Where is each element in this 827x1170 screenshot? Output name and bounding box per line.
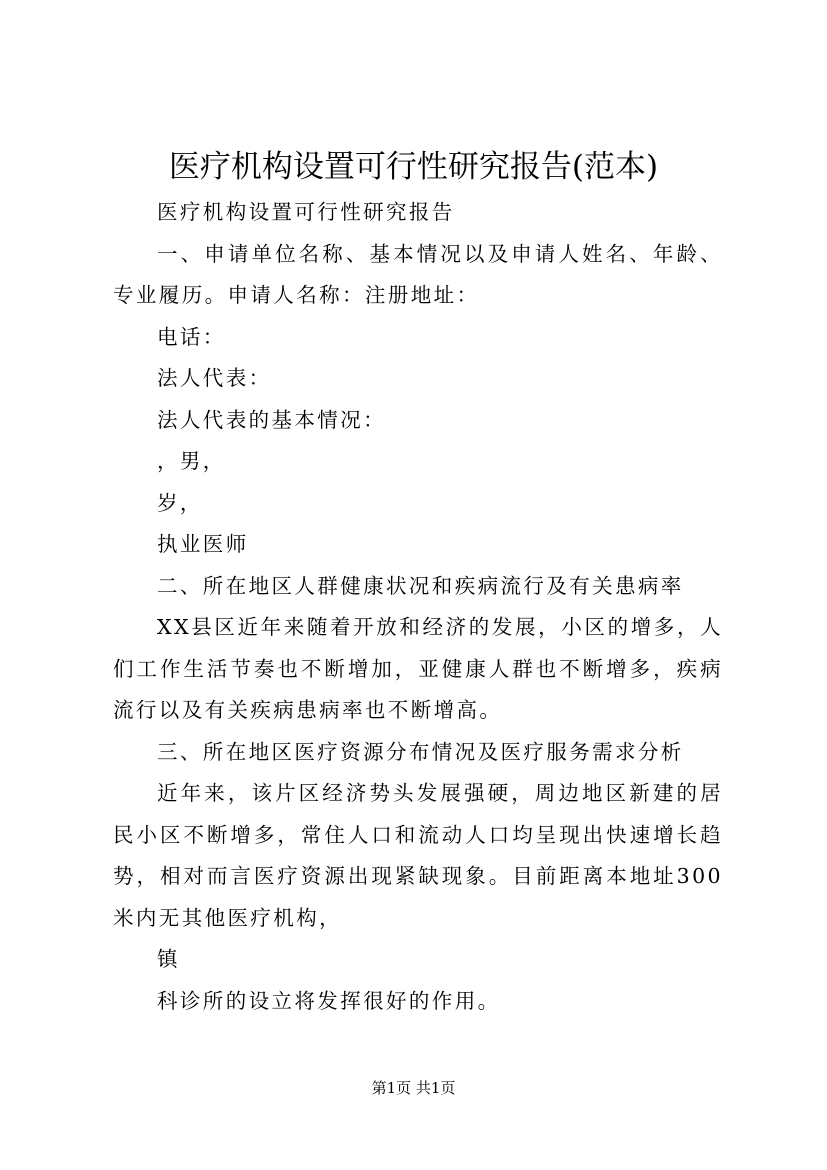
page-footer — [0, 1077, 827, 1099]
page-number: 第1页 共1页 — [371, 1079, 456, 1097]
paragraph-report-name: 医疗机构设置可行性研究报告 — [157, 200, 455, 224]
paragraph-section-one: 一、申请单位名称、基本情况以及申请人姓名、年龄、专业履历。申请人名称：注册地址： — [113, 241, 723, 307]
paragraph-section-two: 二、所在地区人群健康状况和疾病流行及有关患病率 — [157, 573, 684, 598]
paragraph-phone: 电话： — [157, 324, 226, 349]
paragraph-health-status: XX县区近年来随着开放和经济的发展，小区的增多，人们工作生活节奏也不断增加，亚健康人群也不断增多，疾病流行以及有关疾病患病率也不断增高。 — [113, 615, 723, 722]
paragraph-town: 镇 — [157, 947, 180, 971]
document-body — [113, 192, 723, 1022]
paragraph-clinic-role: 科诊所的设立将发挥很好的作用。 — [157, 988, 501, 1013]
paragraph-age: 岁， — [157, 490, 203, 515]
paragraph-legal-rep: 法人代表： — [157, 366, 272, 390]
paragraph-practitioner: 执业医师 — [157, 532, 249, 556]
paragraph-legal-rep-info: 法人代表的基本情况： — [157, 407, 386, 432]
paragraph-section-three: 三、所在地区医疗资源分布情况及医疗服务需求分析 — [157, 739, 684, 764]
paragraph-gender: ，男， — [157, 449, 226, 473]
paragraph-resource-analysis: 近年来，该片区经济势头发展强硬，周边地区新建的居民小区不断增多，常住人口和流动人口均呈现出快速增长趋势，相对而言医疗资源出现紧缺现象。目前距离本地址300米内无其他医疗机构， — [113, 781, 723, 930]
document-title: 医疗机构设置可行性研究报告(范本) — [168, 149, 659, 185]
